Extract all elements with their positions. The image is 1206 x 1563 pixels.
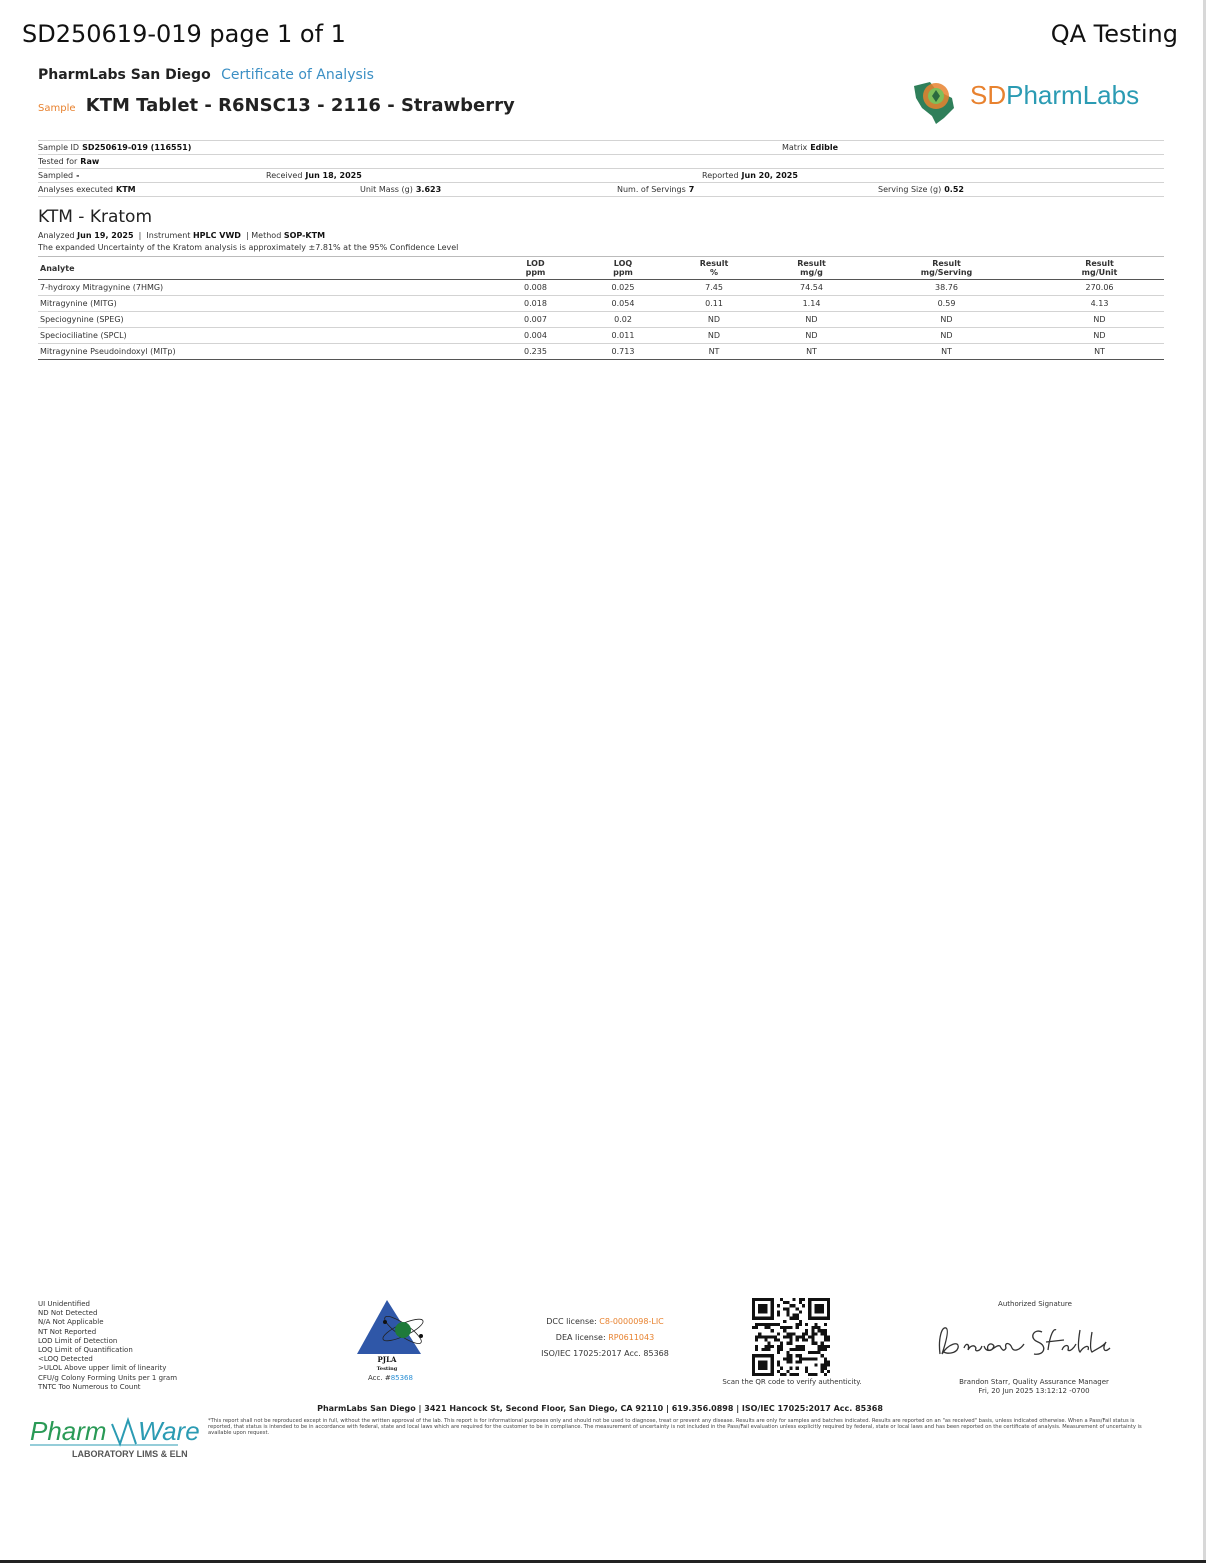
col-result-mgunit: Result mg/Unit bbox=[1081, 259, 1118, 277]
sample-id: SD250619-019 (116551) bbox=[82, 143, 192, 152]
meta-row: Sample ID SD250619-019 (116551) Matrix Edible bbox=[38, 140, 1164, 154]
legend-item: LOQ Limit of Quantification bbox=[38, 1346, 133, 1355]
col-result-mgserving: Result mg/Serving bbox=[920, 259, 973, 277]
meta-row: Tested for Raw bbox=[38, 154, 1164, 168]
qa-testing-label: QA Testing bbox=[1050, 20, 1178, 48]
uncertainty-note: The expanded Uncertainty of the Kratom analysis is approximately ±7.81% at the 95% Confidence Level bbox=[38, 243, 459, 252]
sample-meta bbox=[38, 140, 1164, 197]
received-date: Jun 18, 2025 bbox=[305, 171, 362, 180]
pjla-acc: Acc. #85368 bbox=[368, 1374, 413, 1382]
col-loq: LOQ ppm bbox=[613, 259, 633, 277]
meta-row: Analyses executed KTM Unit Mass (g) 3.623 Num. of Servings 7 Serving Size (g) 0.52 bbox=[38, 182, 1164, 197]
results-table bbox=[38, 256, 1164, 360]
svg-text:LABORATORY LIMS & ELN: LABORATORY LIMS & ELN bbox=[72, 1449, 188, 1459]
sample-name: KTM Tablet - R6NSC13 - 2116 - Strawberry bbox=[85, 95, 515, 116]
reported-date: Jun 20, 2025 bbox=[741, 171, 798, 180]
pharmware-logo-icon bbox=[28, 1412, 200, 1468]
section-title: KTM - Kratom bbox=[38, 207, 153, 227]
qr-caption: Scan the QR code to verify authenticity. bbox=[722, 1378, 862, 1386]
table-header-row bbox=[38, 257, 1164, 280]
doc-type: Certificate of Analysis bbox=[221, 67, 374, 83]
servings: 7 bbox=[688, 185, 695, 194]
col-result-mgg: Result mg/g bbox=[797, 259, 826, 277]
svg-text:Pharm: Pharm bbox=[30, 1416, 107, 1446]
sample-tag: Sample bbox=[38, 103, 76, 114]
tested-for: Raw bbox=[80, 157, 100, 166]
col-analyte: Analyte bbox=[40, 263, 75, 273]
signature-date: Fri, 20 Jun 2025 13:12:12 -0700 bbox=[978, 1387, 1090, 1395]
license-block bbox=[520, 1314, 690, 1362]
abbreviation-legend bbox=[38, 1300, 177, 1392]
lab-name: PharmLabs San Diego bbox=[38, 67, 211, 83]
legend-item: N/A Not Applicable bbox=[38, 1318, 104, 1327]
logo-wordmark: SDPharmLabs bbox=[970, 80, 1140, 110]
iso-accreditation: ISO/IEC 17025:2017 Acc. 85368 bbox=[541, 1349, 669, 1358]
handwritten-signature bbox=[930, 1318, 1140, 1364]
legend-item: <LOQ Detected bbox=[38, 1355, 93, 1364]
svg-text:Testing: Testing bbox=[376, 1366, 398, 1372]
table-row: 7-hydroxy Mitragynine (7HMG) 0.008 0.025 7.45 74.54 38.76 270.06 bbox=[38, 280, 1164, 296]
qr-code[interactable] bbox=[752, 1298, 830, 1376]
table-row: Speciogynine (SPEG) 0.007 0.02 ND ND ND ND bbox=[38, 312, 1164, 328]
legend-item: TNTC Too Numerous to Count bbox=[38, 1382, 141, 1391]
pharmware-logo bbox=[28, 1412, 200, 1468]
meta-row: Sampled - Received Jun 18, 2025 Reported Jun 20, 2025 bbox=[38, 168, 1164, 182]
serving-size: 0.52 bbox=[944, 185, 964, 194]
sample-line bbox=[38, 95, 515, 116]
svg-text:Ware: Ware bbox=[138, 1416, 200, 1446]
table-row: Mitragynine (MITG) 0.018 0.054 0.11 1.14 0.59 4.13 bbox=[38, 296, 1164, 312]
col-lod: LOD ppm bbox=[525, 259, 546, 277]
dea-license: DEA license: RP0611043 bbox=[555, 1333, 655, 1342]
signature-icon bbox=[930, 1318, 1140, 1364]
pjla-triangle-icon bbox=[355, 1298, 430, 1374]
legend-item: LOD Limit of Detection bbox=[38, 1336, 118, 1345]
dcc-license: DCC license: C8-0000098-LIC bbox=[546, 1317, 664, 1326]
legend-item: UI Unidentified bbox=[38, 1300, 90, 1308]
analysis-info: Analyzed Jun 19, 2025 | Instrument HPLC VWD | Method SOP-KTM bbox=[38, 231, 326, 240]
legend-item: ND Not Detected bbox=[38, 1309, 98, 1318]
matrix: Edible bbox=[810, 143, 839, 152]
qr-code-icon bbox=[752, 1298, 830, 1376]
legend-item: NT Not Reported bbox=[38, 1327, 97, 1336]
table-row: Mitragynine Pseudoindoxyl (MITp) 0.235 0.713 NT NT NT NT bbox=[38, 344, 1164, 360]
lab-address: PharmLabs San Diego | 3421 Hancock St, Second Floor, San Diego, CA 92110 | 619.356.0898 | ISO/IEC 17025:2017 Acc. 85368 bbox=[317, 1404, 883, 1413]
page-title: SD250619-019 page 1 of 1 bbox=[22, 20, 346, 48]
analyses: KTM bbox=[116, 185, 136, 194]
signature-label: Authorized Signature bbox=[998, 1300, 1072, 1308]
col-result-pct: Result % bbox=[699, 259, 729, 277]
sampled: - bbox=[76, 171, 80, 180]
svg-text:PJLA: PJLA bbox=[377, 1355, 397, 1364]
california-map-icon bbox=[908, 68, 970, 128]
signatory bbox=[930, 1378, 1138, 1396]
unit-mass: 3.623 bbox=[415, 185, 442, 194]
sdpharmlabs-logo bbox=[908, 68, 1168, 128]
disclaimer: *This report shall not be reproduced except in full, without the written approval of the lab. This report is for informational purposes only and should not be used to diagnose, treat or prevent any disease. Results are only for samples and batches indicated. Results are reported on an "as received" basis, unless indicated otherwise. When a Pass/Fail status is reported, that status is intended to be in accordance with federal, state and local laws which are required for the customer to be in compliance. The measurement of uncertainty is not included in the Pass/Fail evaluation unless explicitly required by federal, state or local laws and has been reported on the certificate of analysis. Measurement of uncertainty is available upon request. bbox=[208, 1418, 1142, 1436]
signatory-name: Brandon Starr, Quality Assurance Manager bbox=[959, 1378, 1109, 1386]
table-row: Speciociliatine (SPCL) 0.004 0.011 ND ND ND ND bbox=[38, 328, 1164, 344]
legend-item: >ULOL Above upper limit of linearity bbox=[38, 1364, 167, 1373]
lab-line bbox=[38, 67, 374, 83]
legend-item: CFU/g Colony Forming Units per 1 gram bbox=[38, 1373, 178, 1382]
